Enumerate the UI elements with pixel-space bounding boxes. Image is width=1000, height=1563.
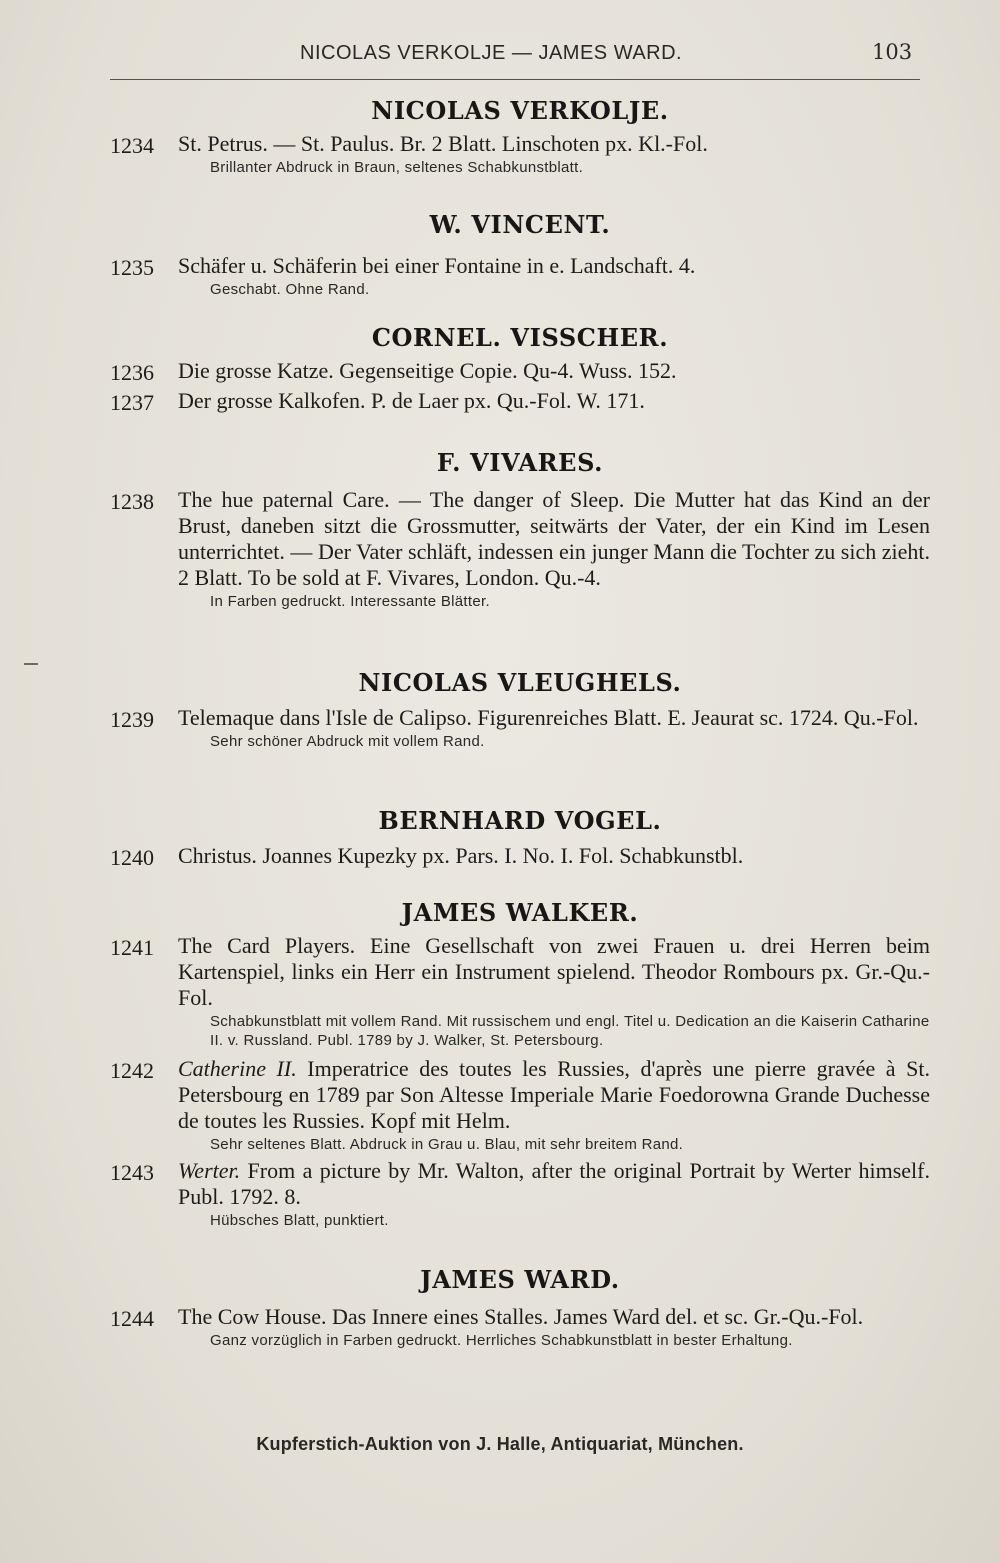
entry-note: Hübsches Blatt, punktiert. bbox=[210, 1212, 389, 1229]
artist-heading: CORNEL. VISSCHER. bbox=[371, 323, 669, 352]
entry-number: 1242 bbox=[110, 1058, 154, 1083]
entry-note: Sehr seltenes Blatt. Abdruck in Grau u. Blau, mit sehr breitem Rand. bbox=[210, 1136, 684, 1153]
header-rule bbox=[110, 79, 920, 80]
catalog-entry bbox=[110, 358, 930, 384]
entry-number: 1234 bbox=[110, 133, 154, 158]
entry-text: Christus. Joannes Kupezky px. Pars. I. No. I. Fol. Schabkunstbl. bbox=[178, 843, 744, 868]
section-vivares bbox=[110, 448, 930, 615]
entry-text: The Card Players. Eine Gesellschaft von zwei Frauen u. drei Herren beim Kartenspiel, links ein Herr ein Instrument spielend. Theodor Rombours px. Gr.-Qu.-Fol. bbox=[178, 933, 930, 1010]
entry-note: Geschabt. Ohne Rand. bbox=[210, 281, 370, 298]
section-walker bbox=[110, 898, 930, 1234]
catalog-entry bbox=[110, 1056, 930, 1154]
entry-number: 1239 bbox=[110, 707, 154, 732]
catalog-entry bbox=[110, 705, 930, 751]
entry-text bbox=[178, 1056, 930, 1134]
section-vincent bbox=[110, 210, 930, 303]
footer-imprint: Kupferstich-Auktion von J. Halle, Antiquariat, München. bbox=[256, 1434, 744, 1454]
section-vogel bbox=[110, 806, 930, 873]
entry-title-italic: Catherine II. bbox=[178, 1056, 297, 1081]
entry-number: 1236 bbox=[110, 360, 154, 385]
catalog-entry bbox=[110, 388, 930, 414]
artist-heading: JAMES WARD. bbox=[420, 1265, 620, 1294]
entry-text: Telemaque dans l'Isle de Calipso. Figurenreiches Blatt. E. Jeaurat sc. 1724. Qu.-Fol. bbox=[178, 705, 919, 730]
entry-text: Die grosse Katze. Gegenseitige Copie. Qu-4. Wuss. 152. bbox=[178, 358, 677, 383]
artist-heading: W. VINCENT. bbox=[429, 210, 611, 239]
catalog-entry bbox=[110, 253, 930, 299]
entry-note: Brillanter Abdruck in Braun, seltenes Schabkunstblatt. bbox=[210, 159, 584, 176]
entry-text: Schäfer u. Schäferin bei einer Fontaine in e. Landschaft. 4. bbox=[178, 253, 696, 278]
entry-note: In Farben gedruckt. Interessante Blätter. bbox=[210, 593, 490, 610]
section-visscher bbox=[110, 323, 930, 418]
entry-number: 1243 bbox=[110, 1160, 154, 1185]
entry-number: 1244 bbox=[110, 1306, 154, 1331]
section-verkolje bbox=[110, 96, 930, 181]
entry-title-italic: Werter. bbox=[178, 1158, 241, 1183]
entry-note: Ganz vorzüglich in Farben gedruckt. Herrliches Schabkunstblatt in bester Erhaltung. bbox=[210, 1332, 793, 1349]
entry-number: 1237 bbox=[110, 390, 154, 415]
running-head: NICOLAS VERKOLJE — JAMES WARD. bbox=[300, 42, 683, 64]
catalog-entry bbox=[110, 933, 930, 1050]
page-number: 103 bbox=[872, 40, 913, 64]
catalog-entry bbox=[110, 487, 930, 611]
margin-mark bbox=[24, 663, 38, 665]
artist-heading: F. VIVARES. bbox=[436, 448, 604, 477]
catalog-entry bbox=[110, 1158, 930, 1230]
entry-text: The hue paternal Care. — The danger of Sleep. Die Mutter hat das Kind an der Brust, daneben sitzt die Grossmutter, seitwärts der Vater, der ein Kind im Lesen unterrichtet. — Der Vater schläft, indessen ein junger Mann die Tochter zu sich zieht. 2 Blatt. To be sold at F. Vivares, London. Qu.-4. bbox=[178, 487, 930, 590]
entry-body: Imperatrice des toutes les Russies, d'après une pierre gravée à St. Petersbourg en 1789 par Son Altesse Imperiale Marie Foedorowna Grande Duchesse de toutes les Russies. Kopf mit Helm. bbox=[178, 1056, 930, 1133]
entry-number: 1235 bbox=[110, 255, 154, 280]
entry-number: 1238 bbox=[110, 489, 154, 514]
entry-text: Der grosse Kalkofen. P. de Laer px. Qu.-Fol. W. 171. bbox=[178, 388, 645, 413]
catalog-entry bbox=[110, 1304, 930, 1350]
entry-text bbox=[178, 1158, 930, 1210]
entry-body: From a picture by Mr. Walton, after the original Portrait by Werter himself. Publ. 1792. 8. bbox=[178, 1158, 930, 1209]
section-ward bbox=[110, 1265, 930, 1354]
entry-number: 1241 bbox=[110, 935, 154, 960]
entry-text: St. Petrus. — St. Paulus. Br. 2 Blatt. Linschoten px. Kl.-Fol. bbox=[178, 131, 708, 156]
catalog-entry bbox=[110, 843, 930, 869]
section-vleughels bbox=[110, 668, 930, 755]
artist-heading: JAMES WALKER. bbox=[401, 898, 639, 927]
entry-text: The Cow House. Das Innere eines Stalles. James Ward del. et sc. Gr.-Qu.-Fol. bbox=[178, 1304, 864, 1329]
catalog-entry bbox=[110, 131, 930, 177]
entry-note: Sehr schöner Abdruck mit vollem Rand. bbox=[210, 733, 485, 750]
artist-heading: BERNHARD VOGEL. bbox=[378, 806, 662, 835]
artist-heading: NICOLAS VERKOLJE. bbox=[371, 96, 669, 125]
entry-number: 1240 bbox=[110, 845, 154, 870]
entry-note: Schabkunstblatt mit vollem Rand. Mit russischem und engl. Titel u. Dedication an die Kaiserin Catharine II. v. Russland. Publ. 1789 by J. Walker, St. Petersbourg. bbox=[210, 1013, 930, 1049]
artist-heading: NICOLAS VLEUGHELS. bbox=[358, 668, 682, 697]
